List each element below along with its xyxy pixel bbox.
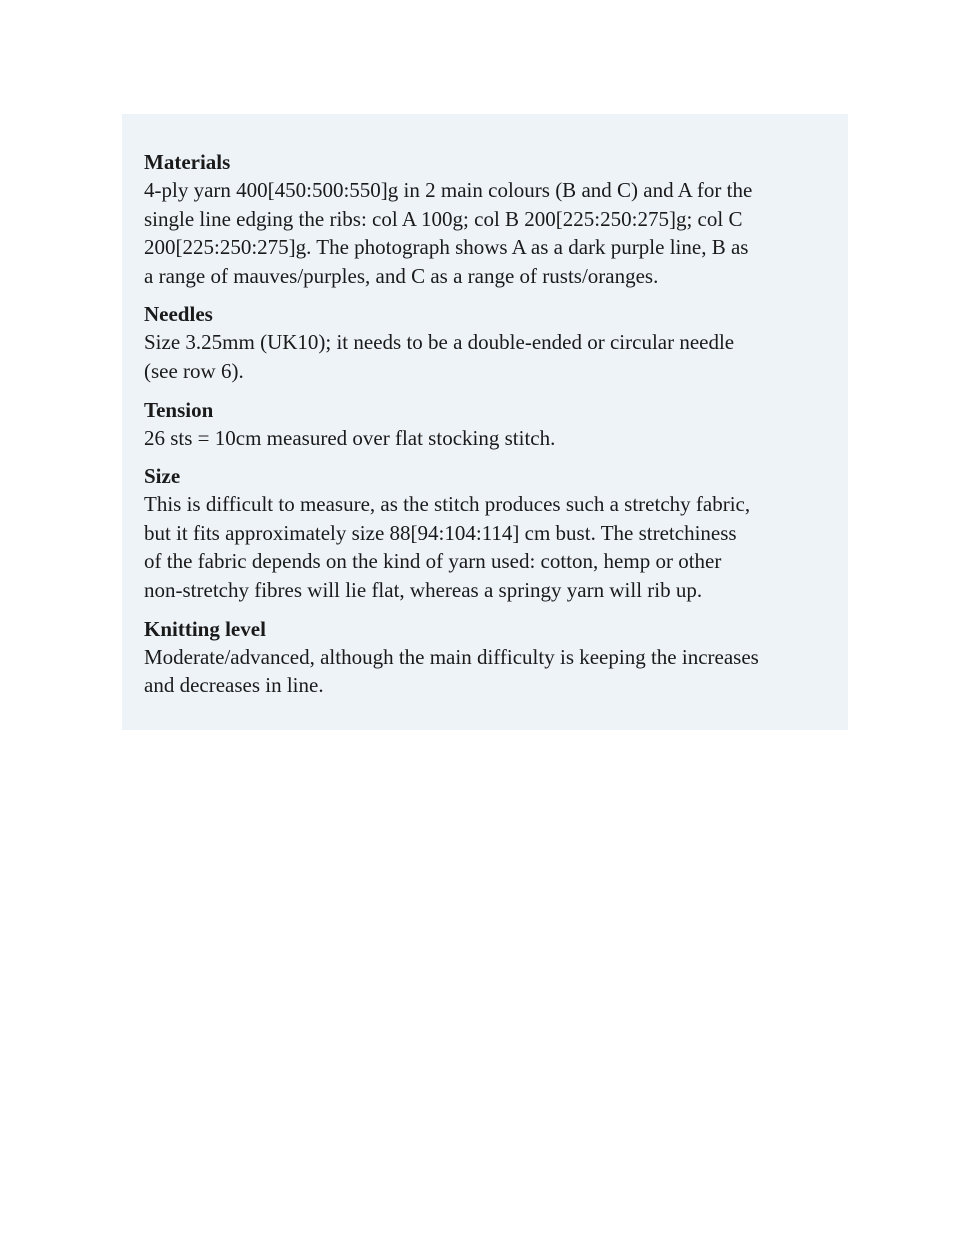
text-line: of the fabric depends on the kind of yarn used: cotton, hemp or other: [144, 549, 722, 574]
tension-section: [144, 396, 828, 453]
text-line: 4-ply yarn 400[450:500:550]g in 2 main colours (B and C) and A for the: [144, 178, 753, 202]
text-line: but it fits approximately size 88[94:104:114] cm bust. The stretchiness: [144, 520, 737, 545]
materials-text: [144, 176, 828, 290]
pattern-info-panel: [122, 114, 848, 730]
needles-section: [144, 300, 828, 385]
text-line: single line edging the ribs: col A 100g; col B 200[225:250:275]g; col C: [144, 206, 743, 231]
size-heading: Size: [144, 464, 181, 489]
text-line: 200[225:250:275]g. The photograph shows A as a dark purple line, B as: [144, 235, 749, 260]
text-line: 26 sts = 10cm measured over flat stocking stitch.: [144, 425, 556, 450]
knitting-level-section: [144, 615, 828, 700]
materials-heading: Materials: [144, 150, 231, 174]
text-line: non-stretchy fibres will lie flat, whereas a springy yarn will rib up.: [144, 577, 703, 602]
text-line: a range of mauves/purples, and C as a range of rusts/oranges.: [144, 263, 659, 288]
needles-heading: Needles: [144, 302, 213, 327]
text-line: (see row 6).: [144, 358, 244, 383]
materials-section: [144, 148, 828, 290]
size-section: [144, 462, 828, 604]
text-line: Size 3.25mm (UK10); it needs to be a double-ended or circular needle: [144, 330, 735, 355]
knitting-level-text: [144, 643, 828, 700]
text-line: Moderate/advanced, although the main difficulty is keeping the increases: [144, 644, 759, 669]
size-text: [144, 490, 828, 604]
tension-text: [144, 424, 828, 453]
tension-heading: Tension: [144, 397, 214, 422]
knitting-level-heading: Knitting level: [144, 616, 266, 641]
text-line: and decreases in line.: [144, 673, 324, 698]
text-line: This is difficult to measure, as the stitch produces such a stretchy fabric,: [144, 492, 751, 517]
needles-text: [144, 328, 828, 385]
